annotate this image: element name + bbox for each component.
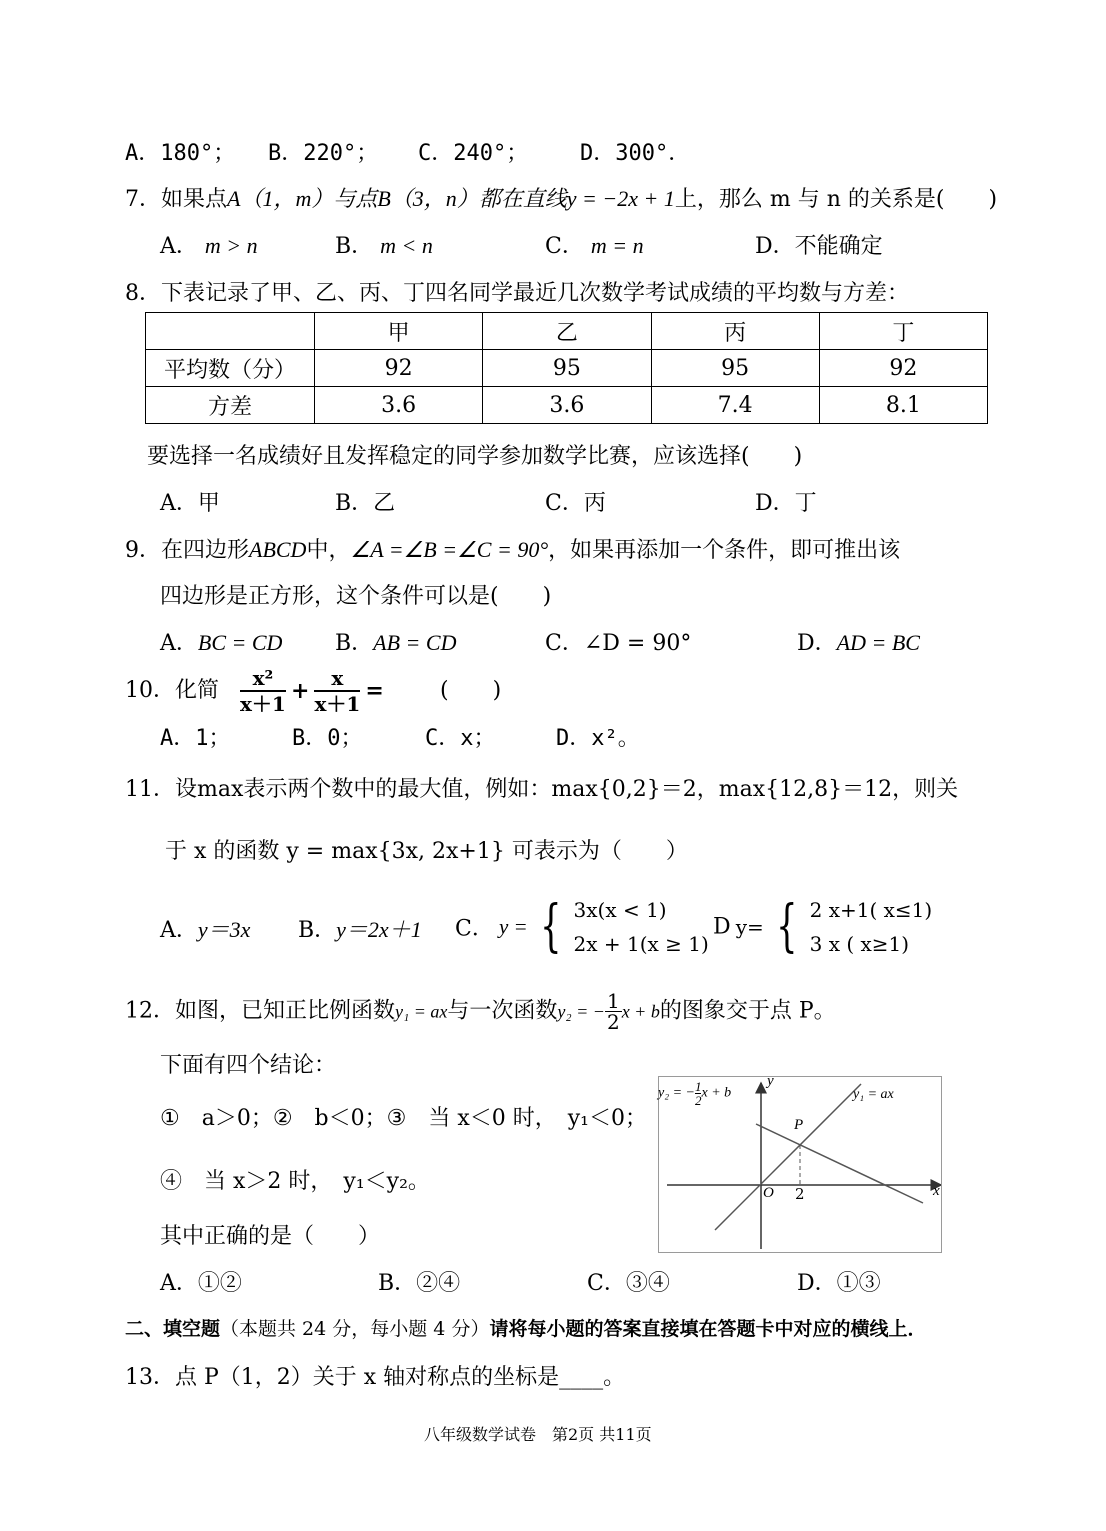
- table-row: [146, 387, 988, 424]
- table-header-row: [146, 313, 988, 350]
- table-cell: 8.1: [819, 387, 987, 424]
- q10-prefix: 10．化简: [125, 678, 219, 703]
- q7-option-b: B． m < n: [335, 233, 433, 259]
- q8-option-c: C．丙: [545, 491, 606, 516]
- table-cell: 丙: [651, 313, 819, 350]
- q6-option-b: B．220°；: [268, 141, 379, 166]
- q12-line1: 12．如图，已知正比例函数y₁ = ax与一次函数y₂ = − $\frac{1}{2}$ x + b的图象交于点 P。: [125, 989, 836, 1034]
- q11-option-d: D y= { 2 x+1( x≤1) 3 x ( x≥1): [713, 894, 933, 959]
- table-cell: 平均数（分）: [146, 350, 315, 387]
- q8-option-d: D．丁: [755, 491, 817, 516]
- q10-option-c: C．x；: [425, 726, 496, 751]
- q10-option-d: D．x²。: [556, 726, 640, 751]
- x-axis-label: x: [933, 1183, 940, 1199]
- q12-option-c: C．③④: [587, 1271, 670, 1296]
- q9-line1: 9．在四边形ABCD中，∠A =∠B =∠C = 90°，如果再添加一个条件，即可推出该: [125, 537, 901, 563]
- q11-option-b: B．y＝2x＋1: [298, 917, 422, 943]
- q12-line5: 其中正确的是（ ）: [160, 1224, 381, 1249]
- q10-fraction-1: $\frac{\text{x²}}{x+1}$: [240, 666, 286, 716]
- table-cell: 95: [483, 350, 651, 387]
- section2-heading: 二、填空题（本题共 24 分，每小题 4 分）请将每小题的答案直接填在答题卡中对应的横线上．: [125, 1318, 927, 1340]
- page-footer: 八年级数学试卷 第2页 共11页: [424, 1425, 652, 1444]
- y1-line: [715, 1084, 861, 1230]
- q10-paren: ( ): [440, 678, 502, 703]
- q9-line2: 四边形是正方形，这个条件可以是( ): [160, 584, 552, 609]
- q7-option-c: C． m = n: [545, 233, 644, 259]
- q6-option-a: A．180°；: [125, 141, 236, 166]
- q7-point-b: B（3，n）都在直线: [377, 186, 567, 211]
- q12-graph-figure: [658, 1073, 942, 1253]
- q11-line1: 11．设max表示两个数中的最大值，例如：max{0,2}＝2，max{12,8}＝12，则关: [125, 777, 959, 802]
- q7-option-a: A． m > n: [160, 233, 258, 259]
- q12-line2: 下面有四个结论：: [160, 1053, 337, 1078]
- q7-suffix: 上，那么 m 与 n 的关系是( ): [674, 187, 998, 212]
- q6-option-d: D．300°．: [580, 141, 691, 166]
- q7-stem: [125, 182, 997, 213]
- q7-line-equation: y = −2x + 1: [566, 186, 675, 211]
- q7-point-a: A（1，m）与点: [227, 186, 378, 211]
- q9-option-b: B．AB = CD: [335, 630, 457, 656]
- table-cell: [146, 313, 315, 350]
- q12-conclusion-4: ④ 当 x＞2 时， y₁＜y₂。: [160, 1169, 430, 1194]
- q12-option-b: B．②④: [378, 1271, 461, 1296]
- q9-option-c: C．∠D = 90°: [545, 631, 692, 656]
- q9-option-d: D．AD = BC: [797, 630, 920, 656]
- q13-stem: 13．点 P（1，2）关于 x 轴对称点的坐标是____。: [125, 1365, 626, 1390]
- score-table: [145, 312, 988, 424]
- table-cell: 方差: [146, 387, 315, 424]
- q8-option-b: B．乙: [335, 491, 396, 516]
- table-cell: 3.6: [315, 387, 483, 424]
- y2-label: y₂ = − $\frac{1}{2}$ x + b: [658, 1079, 732, 1108]
- table-cell: 乙: [483, 313, 651, 350]
- q9-option-a: A．BC = CD: [160, 630, 283, 656]
- table-cell: 95: [651, 350, 819, 387]
- tick-2-label: 2: [795, 1185, 805, 1203]
- q12-option-d: D．①③: [797, 1271, 881, 1296]
- q8-option-a: A．甲: [160, 491, 220, 516]
- q10-option-a: A．1；: [160, 726, 231, 751]
- q11-option-a: A．y＝3x: [160, 917, 251, 943]
- y-axis-label: y: [767, 1073, 774, 1089]
- q10-expression: $\frac{\text{x²}}{x+1}$ + $\frac{x}{x+1}$ =: [240, 666, 384, 716]
- table-cell: 3.6: [483, 387, 651, 424]
- q8-question: 要选择一名成绩好且发挥稳定的同学参加数学比赛，应该选择( ): [147, 444, 803, 469]
- q11-c-cases: 3x(x < 1) 2x + 1(x ≥ 1): [573, 898, 709, 956]
- q8-stem: 8．下表记录了甲、乙、丙、丁四名同学最近几次数学考试成绩的平均数与方差：: [125, 281, 909, 306]
- q12-conclusion-1-3: ① a＞0；② b＜0；③ 当 x＜0 时， y₁＜0；: [160, 1106, 647, 1131]
- q12-option-a: A．①②: [160, 1271, 242, 1296]
- origin-label: O: [763, 1185, 774, 1201]
- table-cell: 丁: [819, 313, 987, 350]
- table-cell: 甲: [315, 313, 483, 350]
- q11-option-c: C． y = { 3x(x < 1) 2x + 1(x ≥ 1): [455, 894, 709, 959]
- table-row: [146, 350, 988, 387]
- q7-option-d: D．不能确定: [755, 234, 883, 259]
- table-cell: 92: [819, 350, 987, 387]
- point-p-label: P: [794, 1117, 804, 1133]
- q11-d-cases: 2 x+1( x≤1) 3 x ( x≥1): [809, 898, 933, 956]
- q10-option-b: B．0；: [292, 726, 363, 751]
- q10-fraction-2: $\frac{x}{x+1}$: [314, 666, 361, 716]
- q11-line2: 于 x 的函数 y = max{3x, 2x+1} 可表示为（ ）: [165, 839, 688, 864]
- y1-label: y₁ = ax: [853, 1087, 894, 1102]
- table-cell: 92: [315, 350, 483, 387]
- table-cell: 7.4: [651, 387, 819, 424]
- q6-option-c: C．240°；: [418, 141, 529, 166]
- q7-prefix: 7．如果点: [125, 187, 227, 212]
- q12-fraction: $\frac{1}{2}$: [606, 989, 620, 1034]
